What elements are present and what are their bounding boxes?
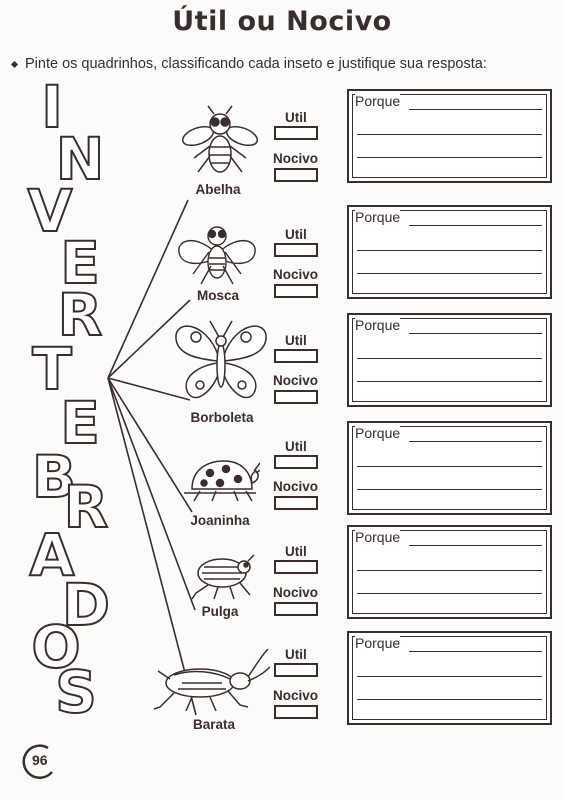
answer-box-borboleta [347, 313, 552, 407]
letter-text: E [60, 229, 100, 297]
nocivo-checkbox-borboleta[interactable] [274, 390, 318, 404]
page-title: Útil ou Nocivo [172, 6, 392, 37]
answer-line[interactable] [409, 441, 542, 442]
letter-text: A [29, 521, 75, 589]
answer-line[interactable] [357, 676, 542, 677]
answer-line[interactable] [357, 699, 542, 700]
answer-line[interactable] [357, 134, 542, 135]
instruction-label: Pinte os quadrinhos, classificando cada inseto e justifique sua resposta: [25, 56, 487, 72]
answer-line[interactable] [409, 651, 542, 652]
porque-label: Porque [355, 93, 401, 109]
util-checkbox-barata[interactable] [274, 663, 318, 677]
letter-text: B [31, 443, 77, 511]
util-checkbox-abelha[interactable] [274, 126, 318, 140]
letter-text: I [41, 73, 63, 141]
answer-line[interactable] [357, 157, 542, 158]
insect-name-mosca: Mosca [196, 288, 240, 303]
porque-label: Porque [355, 635, 401, 651]
porque-label: Porque [355, 317, 401, 333]
util-label: Util [285, 439, 307, 454]
insect-name-barata: Barata [192, 717, 236, 732]
util-label: Util [285, 110, 307, 125]
util-label: Util [285, 227, 307, 242]
nocivo-label: Nocivo [273, 585, 319, 600]
answer-box-mosca [347, 205, 552, 299]
answer-line[interactable] [357, 570, 542, 571]
porque-label: Porque [355, 209, 401, 225]
letter-text: R [63, 473, 109, 541]
ladybug-icon [180, 455, 260, 505]
page-number-text: 96 [32, 752, 48, 768]
flea-icon [188, 553, 256, 601]
answer-line[interactable] [409, 225, 542, 226]
insect-name-pulga: Pulga [201, 604, 239, 619]
insect-name-joaninha: Joaninha [190, 513, 250, 528]
butterfly-icon [170, 315, 272, 407]
page-number [18, 742, 58, 780]
letter-text: T [32, 335, 72, 403]
answer-line[interactable] [357, 250, 542, 251]
answer-box-pulga [347, 525, 552, 619]
letter-text: R [57, 281, 103, 349]
vertical-word-invertebrados [8, 73, 111, 726]
util-label: Util [285, 647, 307, 662]
answer-line[interactable] [357, 489, 542, 490]
answer-box-joaninha [347, 421, 552, 515]
nocivo-checkbox-pulga[interactable] [274, 602, 318, 616]
instruction-text [12, 56, 487, 72]
answer-line[interactable] [357, 593, 542, 594]
letter-s [44, 658, 108, 726]
letter-text: E [60, 389, 100, 457]
nocivo-checkbox-abelha[interactable] [274, 168, 318, 182]
nocivo-label: Nocivo [273, 267, 319, 282]
nocivo-checkbox-mosca[interactable] [274, 284, 318, 298]
nocivo-label: Nocivo [273, 151, 319, 166]
nocivo-label: Nocivo [273, 373, 319, 388]
util-label: Util [285, 544, 307, 559]
nocivo-label: Nocivo [273, 479, 319, 494]
answer-line[interactable] [409, 109, 542, 110]
letter-text: S [55, 658, 97, 726]
nocivo-checkbox-barata[interactable] [274, 705, 318, 719]
bullet-icon [11, 61, 18, 68]
nocivo-label: Nocivo [273, 688, 319, 703]
insect-name-abelha: Abelha [195, 182, 241, 197]
fly-icon [175, 222, 260, 288]
util-label: Util [285, 333, 307, 348]
answer-box-abelha [347, 89, 552, 183]
porque-label: Porque [355, 425, 401, 441]
nocivo-checkbox-joaninha[interactable] [274, 496, 318, 510]
cockroach-icon [152, 645, 270, 715]
bee-icon [180, 102, 260, 180]
answer-box-barata [347, 631, 552, 725]
insect-name-borboleta: Borboleta [190, 410, 254, 425]
answer-line[interactable] [357, 381, 542, 382]
util-checkbox-pulga[interactable] [274, 560, 318, 574]
answer-line[interactable] [409, 333, 542, 334]
letter-text: N [55, 125, 105, 193]
util-checkbox-joaninha[interactable] [274, 455, 318, 469]
letter-text: V [27, 177, 73, 245]
letter-text: O [31, 613, 81, 681]
answer-line[interactable] [357, 273, 542, 274]
util-checkbox-mosca[interactable] [274, 243, 318, 257]
util-checkbox-borboleta[interactable] [274, 349, 318, 363]
answer-line[interactable] [357, 466, 542, 467]
answer-line[interactable] [409, 545, 542, 546]
porque-label: Porque [355, 529, 401, 545]
answer-line[interactable] [357, 358, 542, 359]
letter-text: D [61, 571, 111, 639]
